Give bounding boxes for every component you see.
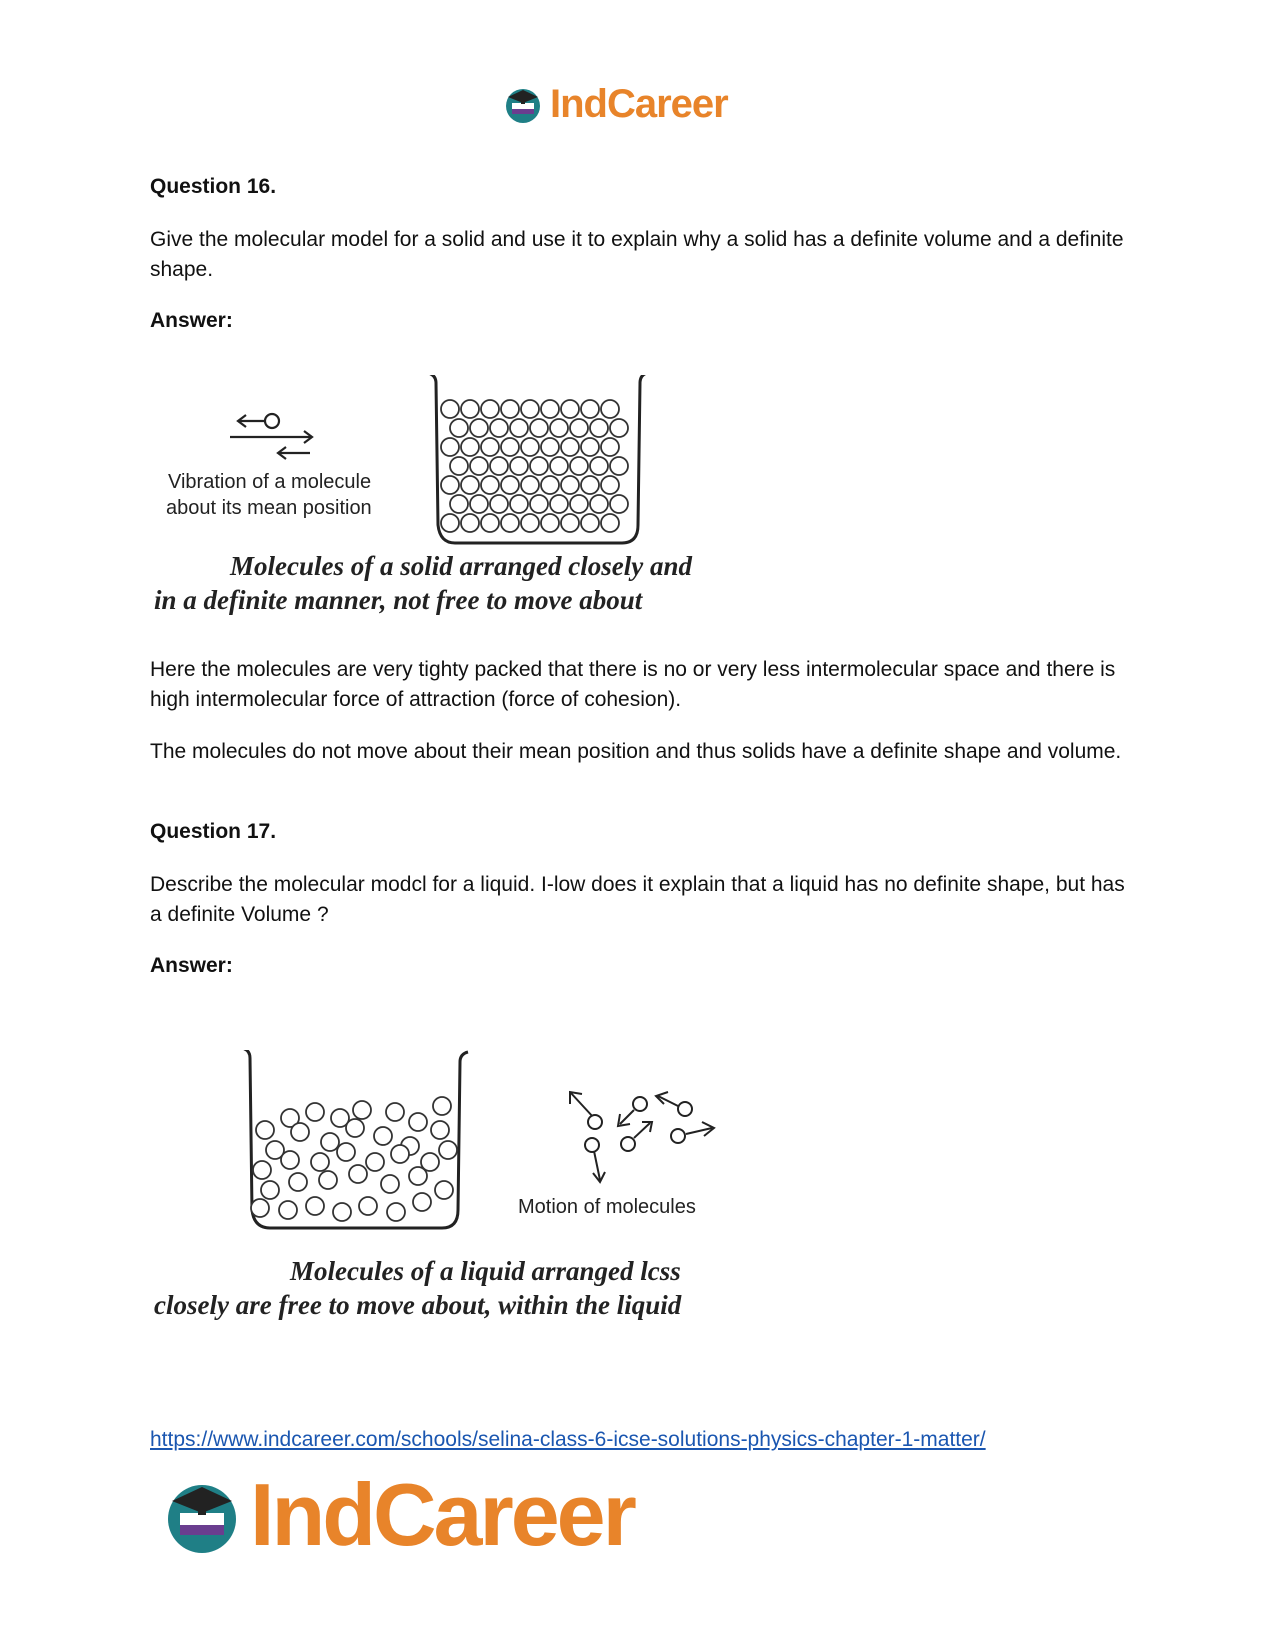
solid-molecule <box>530 495 548 513</box>
vibration-label-line2: about its mean position <box>166 497 372 519</box>
solid-molecule <box>470 419 488 437</box>
solid-molecule <box>501 438 519 456</box>
solid-molecule <box>590 457 608 475</box>
solid-molecule <box>541 400 559 418</box>
solid-molecule <box>481 400 499 418</box>
solid-caption-line2: in a definite manner, not free to move about <box>154 585 643 615</box>
question-16-text: Give the molecular model for a solid and use it to explain why a solid has a definite volume and a definite shape. <box>150 228 1124 281</box>
liquid-molecule <box>431 1121 449 1139</box>
header-logo <box>502 80 772 128</box>
solid-molecule <box>521 514 539 532</box>
solid-molecule <box>510 419 528 437</box>
solid-molecule <box>590 495 608 513</box>
liquid-caption-line2: closely are free to move about, within the liquid <box>154 1290 682 1320</box>
liquid-molecule <box>251 1199 269 1217</box>
solid-molecule <box>521 476 539 494</box>
liquid-molecule <box>381 1175 399 1193</box>
solid-molecule <box>561 438 579 456</box>
liquid-molecule <box>387 1203 405 1221</box>
liquid-molecule <box>409 1167 427 1185</box>
liquid-molecule <box>306 1103 324 1121</box>
liquid-molecule <box>337 1143 355 1161</box>
solid-molecule <box>501 400 519 418</box>
solid-molecule <box>501 476 519 494</box>
solid-molecule <box>490 495 508 513</box>
solid-molecule <box>441 514 459 532</box>
solid-molecule <box>601 438 619 456</box>
solid-molecule <box>570 419 588 437</box>
solid-molecule <box>581 400 599 418</box>
solid-caption-line1: Molecules of a solid arranged closely and <box>230 551 692 581</box>
liquid-molecule <box>349 1165 367 1183</box>
solid-molecule <box>481 514 499 532</box>
answer-16-paragraph-1: Here the molecules are very tighty packed that there is no or very less intermolecular space and there is high intermolecular force of attraction (force of cohesion). <box>150 658 1116 711</box>
solid-molecule <box>461 400 479 418</box>
solid-molecule <box>470 495 488 513</box>
solid-molecule <box>581 476 599 494</box>
liquid-beaker <box>242 1050 468 1228</box>
logo-text-footer: IndCareer <box>250 1465 634 1564</box>
solid-molecule <box>610 419 628 437</box>
liquid-molecule <box>439 1141 457 1159</box>
liquid-molecular-model-figure <box>150 1050 790 1340</box>
graduation-cap-globe-icon <box>502 83 544 125</box>
molecule-motion-arrows <box>570 1092 714 1182</box>
liquid-molecule <box>333 1203 351 1221</box>
motion-label: Motion of molecules <box>518 1196 696 1218</box>
logo-text: IndCareer <box>550 81 728 126</box>
liquid-molecule <box>319 1171 337 1189</box>
solid-molecule <box>461 438 479 456</box>
solid-molecule <box>450 495 468 513</box>
solid-molecule <box>541 476 559 494</box>
solid-molecule <box>581 438 599 456</box>
liquid-molecule <box>321 1133 339 1151</box>
solid-molecule <box>570 495 588 513</box>
answer-16-paragraph-2: The molecules do not move about their mean position and thus solids have a definite shape and volume. <box>150 740 1122 763</box>
solid-molecule <box>481 438 499 456</box>
solid-molecule <box>601 514 619 532</box>
question-17-text: Describe the molecular modcl for a liquid. I-low does it explain that a liquid has no definite shape, but has a definite Volume ? <box>150 873 1125 926</box>
solid-molecule <box>550 419 568 437</box>
solid-molecule <box>461 514 479 532</box>
solid-molecule <box>470 457 488 475</box>
vibration-arrows <box>230 414 312 459</box>
liquid-molecule <box>281 1151 299 1169</box>
solid-molecule <box>541 438 559 456</box>
solid-molecule <box>510 457 528 475</box>
liquid-molecule <box>253 1161 271 1179</box>
liquid-molecule <box>306 1197 324 1215</box>
solid-molecule <box>541 514 559 532</box>
liquid-molecule <box>291 1123 309 1141</box>
solid-molecule <box>490 419 508 437</box>
solid-molecule <box>441 438 459 456</box>
liquid-molecule <box>413 1193 431 1211</box>
liquid-molecule <box>359 1197 377 1215</box>
liquid-molecule <box>289 1173 307 1191</box>
solid-molecule <box>610 495 628 513</box>
liquid-molecule <box>386 1103 404 1121</box>
liquid-molecule <box>279 1201 297 1219</box>
solid-molecular-model-figure <box>150 375 790 645</box>
solid-molecule <box>461 476 479 494</box>
solid-molecule <box>570 457 588 475</box>
liquid-molecule <box>311 1153 329 1171</box>
solid-molecule <box>561 400 579 418</box>
footer-logo <box>160 1465 700 1564</box>
solid-molecule <box>521 438 539 456</box>
solid-molecule <box>441 476 459 494</box>
solid-molecule <box>441 400 459 418</box>
liquid-molecule <box>409 1113 427 1131</box>
solid-molecule <box>601 476 619 494</box>
solid-molecules <box>441 400 628 532</box>
liquid-molecule <box>433 1097 451 1115</box>
liquid-molecule <box>261 1181 279 1199</box>
liquid-molecule <box>353 1101 371 1119</box>
solid-molecule <box>450 419 468 437</box>
liquid-molecule <box>435 1181 453 1199</box>
solid-molecule <box>501 514 519 532</box>
solid-molecule <box>521 400 539 418</box>
solid-molecule <box>490 457 508 475</box>
liquid-molecule <box>366 1153 384 1171</box>
solid-molecule <box>581 514 599 532</box>
graduation-cap-globe-icon <box>160 1473 244 1557</box>
solid-molecule <box>610 457 628 475</box>
liquid-molecules <box>251 1097 457 1221</box>
source-url-link[interactable]: https://www.indcareer.com/schools/selina-class-6-icse-solutions-physics-chapter-1-matter/ <box>150 1428 986 1451</box>
liquid-molecule <box>346 1119 364 1137</box>
solid-molecule <box>561 476 579 494</box>
vibration-label-line1: Vibration of a molecule <box>168 471 372 493</box>
solid-molecule <box>510 495 528 513</box>
solid-molecule <box>601 400 619 418</box>
solid-molecule <box>481 476 499 494</box>
solid-molecule <box>561 514 579 532</box>
solid-molecule <box>550 495 568 513</box>
solid-molecule <box>530 419 548 437</box>
answer-17-label: Answer: <box>150 954 233 977</box>
solid-molecule <box>550 457 568 475</box>
question-16-title: Question 16. <box>150 175 277 198</box>
liquid-molecule <box>374 1127 392 1145</box>
solid-molecule <box>530 457 548 475</box>
answer-16-label: Answer: <box>150 309 233 332</box>
solid-molecule <box>450 457 468 475</box>
solid-molecule <box>590 419 608 437</box>
liquid-molecule <box>256 1121 274 1139</box>
question-17-title: Question 17. <box>150 820 277 843</box>
liquid-molecule <box>391 1145 409 1163</box>
liquid-caption-line1: Molecules of a liquid arranged lcss <box>290 1256 681 1286</box>
